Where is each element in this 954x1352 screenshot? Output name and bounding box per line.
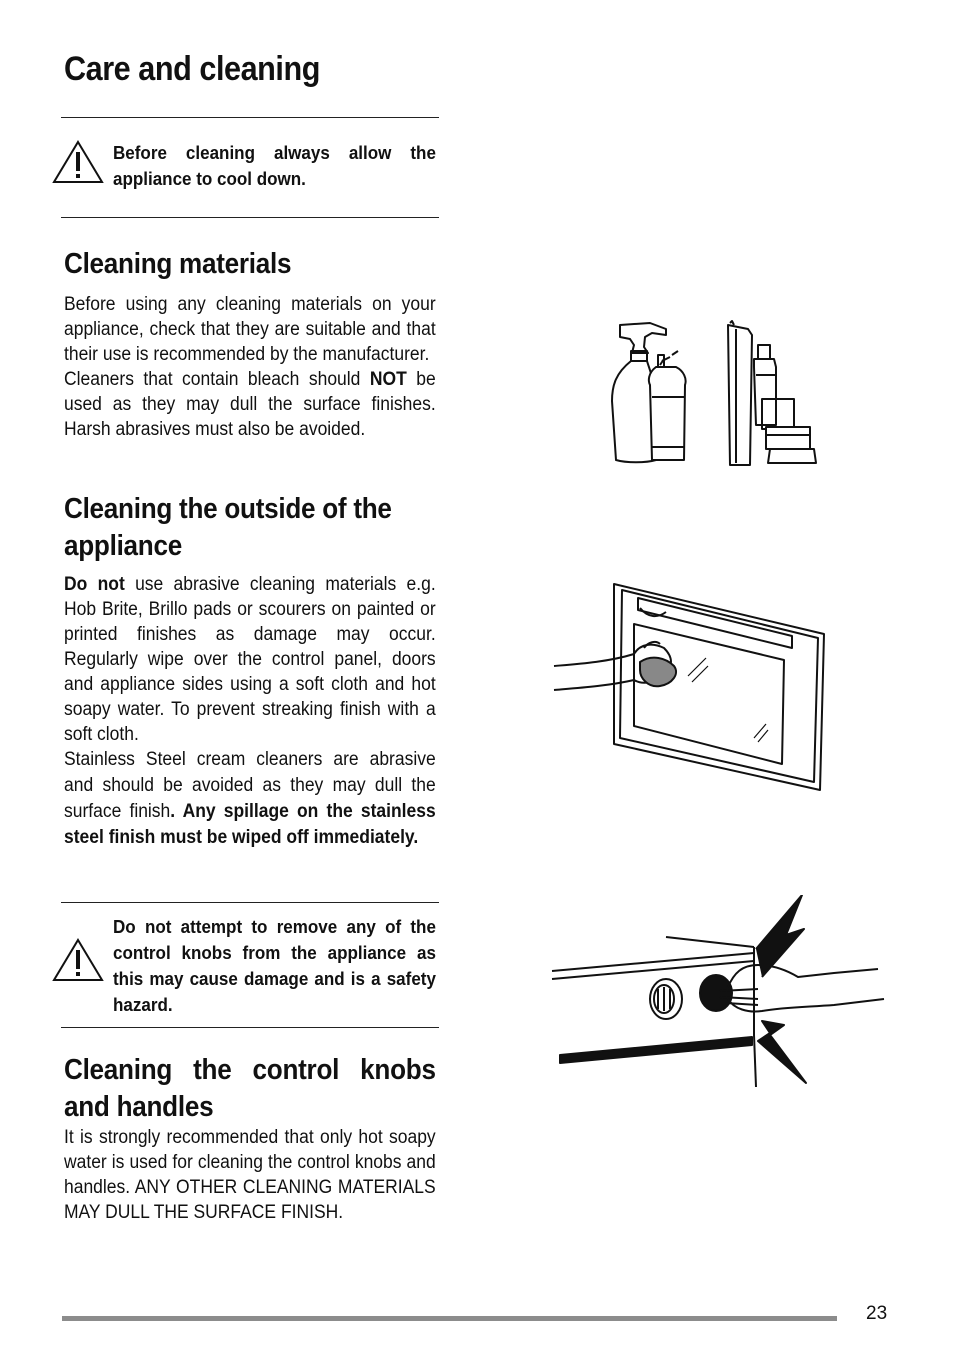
paragraph: Before using any cleaning materials on your appliance, check that they are suitable and that their use is recommended by the manufacturer.: [64, 294, 436, 365]
footer-bar: [62, 1316, 837, 1321]
warning-triangle-icon: [52, 938, 104, 982]
emphasis: . Any spillage on the stainless steel finish must be wiped off immediately.: [64, 801, 436, 848]
divider: [61, 1027, 439, 1028]
section-heading-cleaning-materials: Cleaning materials: [64, 248, 292, 280]
text: use abrasive cleaning materials e.g. Hob Brite, Brillo pads or scourers on painted or printed finishes as damage may occur. Regularly wipe over the control panel, doors and appliance sides using a soft cloth and hot soapy water. To prevent streaking finish with a soft cloth.: [64, 574, 436, 745]
cleaning-knobs-body: [64, 1125, 436, 1225]
cleaning-outside-body: [64, 572, 436, 851]
warning-cool-down: [52, 140, 438, 200]
text: be used as they may dull the surface finishes. Harsh abrasives must also be avoided.: [64, 369, 436, 440]
paragraph: It is strongly recommended that only hot soapy water is used for cleaning the control knobs and handles. ANY OTHER CLEANING MATERIALS MAY DULL THE SURFACE FINISH.: [64, 1127, 436, 1223]
divider: [61, 217, 439, 218]
oven-door-cleaning-illustration: [548, 578, 828, 793]
page-number: 23: [866, 1303, 888, 1324]
text: Stainless Steel cream cleaners are abrasive and should be avoided as they may dull the surface finish: [64, 749, 436, 822]
section-heading-cleaning-outside: Cleaning the outside of the appliance: [64, 493, 392, 562]
paragraph: [64, 367, 436, 442]
warning-text: Do not attempt to remove any of the control knobs from the appliance as this may cause damage and is a safety hazard.: [113, 916, 436, 1015]
page-title: Care and cleaning: [64, 50, 320, 88]
warning-triangle-icon: [52, 140, 104, 184]
paragraph: [64, 572, 436, 747]
cleaning-materials-body: [64, 292, 436, 442]
warning-control-knobs: [52, 914, 438, 1022]
text: Cleaners that contain bleach should: [64, 369, 370, 390]
section-heading-cleaning-knobs: Cleaning the control knobs and handles: [64, 1054, 436, 1123]
emphasis: NOT: [369, 369, 407, 390]
paragraph: [64, 747, 436, 851]
control-knob-illustration: [548, 895, 888, 1090]
cleaning-products-illustration: [600, 315, 825, 470]
warning-text: Before cleaning always allow the appliance to cool down.: [113, 142, 436, 189]
divider: [61, 117, 439, 118]
emphasis: Do not: [64, 574, 125, 595]
divider: [61, 902, 439, 903]
